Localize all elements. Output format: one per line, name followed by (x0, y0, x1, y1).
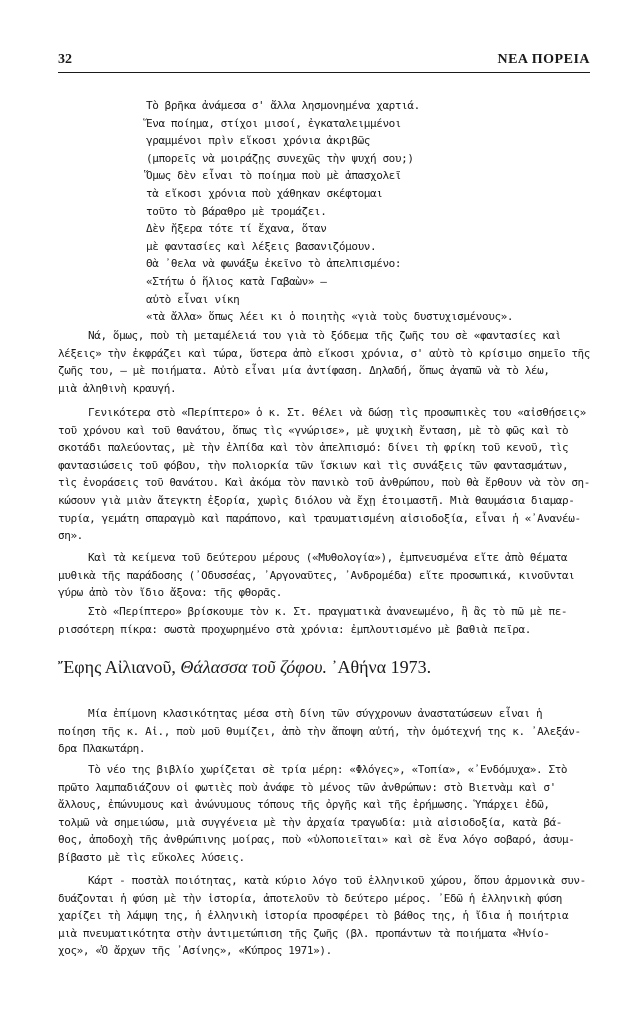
poem-line: τοῦτο τὸ βάραθρο μὲ τρομάζει. (146, 204, 327, 218)
body-paragraph (58, 327, 590, 397)
review-paragraph (58, 761, 590, 867)
paragraph-line: μυθικὰ τῆς παράδοσης (᾽Οδυσσέας, ᾽Αργοναῦτες, ᾽Ανδρομέδα) εἴτε προσωπικά, κινοῦνται (58, 568, 575, 582)
review-author: Ἔφης Αἰλιανοῦ, (58, 657, 176, 677)
body-paragraph (58, 404, 590, 545)
poem-line: τὰ εἴκοσι χρόνια ποὺ χάθηκαν σκέφτομαι (146, 186, 383, 200)
poem-line: γραμμένοι πρὶν εἴκοσι χρόνια ἀκριβῶς (146, 134, 371, 148)
paragraph-line: Καὶ τὰ κείμενα τοῦ δεύτερου μέρους («Μυθολογία»), ἐμπνευσμένα εἴτε ἀπὸ θέματα (88, 551, 568, 564)
poem-line: Τὸ βρῆκα ἀνάμεσα σ' ἄλλα λησμονημένα χαρτιά. (146, 99, 420, 112)
poem-line: αὐτὸ εἶναι νίκη (146, 292, 240, 306)
poem-line: «Στήτω ὁ ἥλιος κατὰ Γαβαὼν» — (146, 274, 327, 288)
paragraph-line: δυάζονται ἡ φύση μὲ τὴν ἱστορία, ἀποτελοῦν τὸ δεύτερο μέρος. ᾽Εδῶ ἡ ἑλληνικὴ φύση (58, 891, 563, 905)
paragraph-line: γύρω ἀπὸ τὸν ἴδιο ἄξονα: τῆς φθορᾶς. (58, 586, 283, 600)
paragraph-line: λέξεις» τὴν ἐκφράζει καὶ τώρα, ὕστερα ἀπὸ εἴκοσι χρόνια, σ' αὐτὸ τὸ κρίσιμο σημεῖο τῆς (58, 346, 590, 360)
review-paragraph (58, 705, 590, 758)
poem-quote (146, 97, 586, 326)
paragraph-line: χαρίζει τὴ λάμψη της, ἡ ἑλληνικὴ ἱστορία προσφέρει τὸ βάθος της, ἡ ἴδια ἡ ποιήτρια (58, 909, 569, 923)
paragraph-line: μιὰ πνευματικότητα στὴν ἀντιμετώπιση τῆς ζωῆς (βλ. προπάντων τὰ ποιήματα «Ἡνίο- (58, 926, 550, 940)
paragraph-line: κώσουν γιὰ μιὰν ἄτεγκτη ἐξορία, χωρὶς διόλου νὰ ἔχῃ ἑτοιμαστῆ. Μιὰ θαυμάσια διαμαρ- (58, 493, 575, 507)
paragraph-line: Κάρτ - ποστὰλ ποιότητας, κατὰ κύριο λόγο τοῦ ἑλληνικοῦ χώρου, ὅπου ἁρμονικὰ συν- (88, 874, 586, 887)
body-paragraph (58, 549, 590, 602)
paragraph-line: ζωῆς του, — μὲ ποιήματα. Αὐτὸ εἶναι μία ἀντίφαση. Δηλαδή, ὅπως ἀγαπῶ νὰ τὸ λέω, (58, 364, 550, 378)
paragraph-line: θος, ἀποδοχὴ τῆς ἀνθρώπινης μοίρας, ποὺ «ὑλοποιεῖται» καὶ σὲ ἕνα λόγο σοβαρό, ἀσυμ- (58, 833, 575, 847)
paragraph-line: Γενικότερα στὸ «Περίπτερο» ὁ κ. Στ. θέλει νὰ δώσῃ τὶς προσωπικὲς του «αἰσθήσεις» (88, 406, 586, 419)
poem-line: Δὲν ἤξερα τότε τί ἔχανα, ὅταν (146, 222, 327, 236)
paragraph-line: βίβαστο μὲ τὶς εὔκολες λύσεις. (58, 850, 245, 864)
poem-line: Ὅμως δὲν εἶναι τὸ ποίημα ποὺ μὲ ἀπασχολεῖ (146, 169, 402, 183)
paragraph-line: Νά, ὅμως, ποὺ τὴ μεταμέλειά του γιὰ τὸ ξόδεμα τῆς ζωῆς του σὲ «φαντασίες καὶ (88, 329, 561, 342)
paragraph-line: φαντασιώσεις τοῦ φόβου, τὴν πολιορκία τῶν ἴσκιων καὶ τὶς συνάξεις τῶν φαντασμάτων, (58, 458, 569, 472)
paragraph-line: Τὸ νέο της βιβλίο χωρίζεται σὲ τρία μέρη: «Φλόγες», «Τοπία», «᾽Ενδόμυχα». Στὸ (88, 763, 568, 776)
paragraph-line: πρῶτο λαμπαδιάζουν οἱ φωτιὲς ποὺ ἀνάφε τὸ μένος τῶν ἀνθρώπων: στὸ Βιετνὰμ καὶ σ' (58, 780, 556, 794)
page-header (58, 52, 590, 73)
paragraph-line: μιὰ ἀληθινὴ κραυγή. (58, 381, 177, 395)
running-title: ΝΕΑ ΠΟΡΕΙΑ (497, 52, 590, 67)
paragraph-line: ση». (58, 529, 83, 543)
review-place-year: ᾽Αθήνα 1973. (331, 657, 432, 677)
paragraph-line: δρα Πλακωτάρη. (58, 742, 146, 756)
paragraph-line: τὶς ἐνοράσεις τοῦ θανάτου. Καὶ ἀκόμα τὸν πανικὸ τοῦ ἀνθρώπου, ποὺ θὰ ἔρθουν νὰ τὸν ση- (58, 476, 590, 490)
poem-line: (μπορεῖς νὰ μοιράζῃς συνεχῶς τὴν ψυχή σου;) (146, 151, 414, 165)
review-paragraph (58, 872, 590, 960)
review-book-title: Θάλασσα τοῦ ζόφου. (180, 657, 327, 677)
paragraph-line: ποίηση τῆς κ. Αἰ., ποὺ μοῦ θυμίζει, ἀπὸ τὴν ἄποψη αὐτή, τὴν ὁμότεχνή της κ. ᾽Αλεξάν- (58, 724, 581, 738)
poem-line: «τὰ ἄλλα» ὅπως λέει κι ὁ ποιητὴς «γιὰ τοὺς δυστυχισμένους». (146, 310, 514, 324)
poem-line: Ἕνα ποίημα, στίχοι μισοί, ἐγκαταλειμμένοι (146, 116, 402, 130)
paragraph-line: τολμῶ νὰ σημειώσω, μιὰ συγγένεια μὲ τὴν ἀρχαία τραγωδία: μιὰ αἰσιοδοξία, κατὰ βά- (58, 815, 563, 829)
paragraph-line: ἄλλους, ἐπώνυμους καὶ ἀνώνυμους τόπους τῆς ὀργῆς καὶ τῆς ἐρήμωσης. Ὑπάρχει ἐδῶ, (58, 798, 550, 812)
paragraph-line: τοῦ χρόνου καὶ τοῦ θανάτου, ὅπως τὶς «γνώρισε», μὲ ψυχικὴ ἔνταση, μὲ τὸ φῶς καὶ τὸ (58, 423, 569, 437)
review-heading (58, 656, 598, 678)
paragraph-line: Μία ἐπίμονη κλασικότητας μέσα στὴ δίνη τῶν σύγχρονων ἀναστατώσεων εἶναι ἡ (88, 707, 543, 720)
body-paragraph (58, 603, 590, 638)
paragraph-line: ρισσότερη πίκρα: σωστὰ προχωρημένο στὰ χρόνια: ἐμπλουτισμένο μὲ βαθιὰ πεῖρα. (58, 622, 531, 636)
poem-line: Θὰ ᾽θελα νὰ φωνάξω ἐκεῖνο τὸ ἀπελπισμένο: (146, 257, 402, 271)
paragraph-line: σκοτάδι παλεύοντας, μὲ τὴν ἐλπίδα καὶ τὸν ἀπελπισμό: δίνει τὴ φρίκη τοῦ κενοῦ, τὶς (58, 441, 569, 455)
paragraph-line: Στὸ «Περίπτερο» βρίσκουμε τὸν κ. Στ. πραγματικὰ ἀνανεωμένο, ἢ ἂς τὸ πῶ μὲ πε- (88, 605, 568, 618)
page-number: 32 (58, 52, 72, 67)
paragraph-line: χος», «Ὁ ἄρχων τῆς ᾽Ασίνης», «Κύπρος 1971»). (58, 944, 332, 958)
poem-line: μὲ φαντασίες καὶ λέξεις βασανιζόμουν. (146, 239, 377, 253)
paragraph-line: τυρία, γεμάτη σπαραγμὸ καὶ παράπονο, καὶ τραυματισμένη αἰσιοδοξία, εἶναι ἡ «᾽Ανανέω- (58, 511, 581, 525)
